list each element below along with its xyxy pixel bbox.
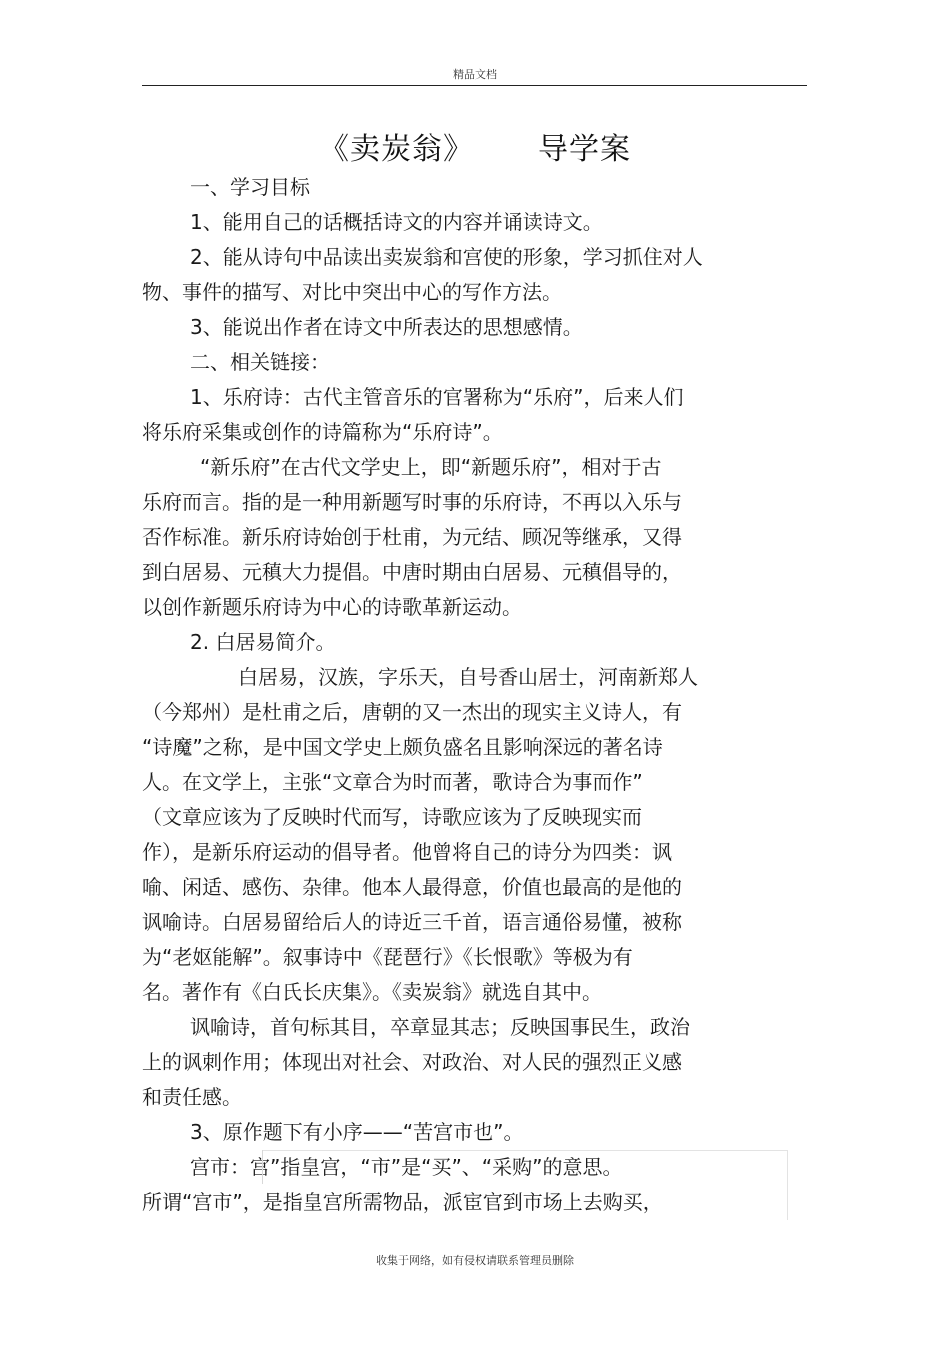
text-line: 2、能从诗句中品读出卖炭翁和宫使的形象，学习抓住对人 [190,245,703,269]
text-box-border-left [262,1150,263,1184]
text-line: 乐府而言。指的是一种用新题写时事的乐府诗，不再以入乐与 [142,490,682,514]
text-line: 以创作新题乐府诗为中心的诗歌革新运动。 [142,595,522,619]
text-line: （今郑州）是杜甫之后，唐朝的又一杰出的现实主义诗人，有 [142,700,682,724]
text-line: 名。著作有《白氏长庆集》。《卖炭翁》就选自其中。 [142,980,602,1004]
text-line: 1、能用自己的话概括诗文的内容并诵读诗文。 [190,210,603,234]
document-title [0,124,950,168]
text-line: 白居易，汉族，字乐天，自号香山居士，河南新郑人 [238,665,698,689]
text-line: 否作标准。新乐府诗始创于杜甫，为元结、顾况等继承，又得 [142,525,682,549]
text-line: 上的讽刺作用；体现出对社会、对政治、对人民的强烈正义感 [142,1050,682,1074]
text-line: 3、能说出作者在诗文中所表达的思想感情。 [190,315,583,339]
text-box-border-top [262,1150,787,1151]
text-line: 讽喻诗。白居易留给后人的诗近三千首，语言通俗易懂，被称 [142,910,682,934]
text-line: 到白居易、元稹大力提倡。中唐时期由白居易、元稹倡导的， [142,560,682,584]
text-line: （文章应该为了反映时代而写，诗歌应该为了反映现实而 [142,805,642,829]
text-line: 作），是新乐府运动的倡导者。他曾将自己的诗分为四类：讽 [142,840,672,864]
text-line: 为“老妪能解”。叙事诗中《琵琶行》《长恨歌》等极为有 [142,945,633,969]
text-line: “诗魔”之称，是中国文学史上颇负盛名且影响深远的著名诗 [142,735,663,759]
text-line: 1、乐府诗：古代主管音乐的官署称为“乐府”，后来人们 [190,385,684,409]
text-line: 喻、闲适、感伤、杂律。他本人最得意，价值也最高的是他的 [142,875,682,899]
text-line: “新乐府”在古代文学史上，即“新题乐府”，相对于古 [200,455,662,479]
text-line: 2. 白居易简介。 [190,630,336,654]
text-line: 所谓“宫市”，是指皇宫所需物品，派宦官到市场上去购买， [142,1190,663,1214]
page-footer: 收集于网络，如有侵权请联系管理员删除 [376,1254,574,1267]
text-line: 和责任感。 [142,1085,242,1109]
text-line: 二、相关链接： [190,350,330,374]
text-line: 3、原作题下有小序——“苦宫市也”。 [190,1120,524,1144]
header-divider [142,85,807,86]
page-header: 精品文档 [453,68,497,81]
document-body [142,170,782,1220]
text-line: 物、事件的描写、对比中突出中心的写作方法。 [142,280,562,304]
title-main: 《卖炭翁》 [319,132,474,167]
text-line: 宫市：宫”指皇宫，“市”是“买”、“采购”的意思。 [190,1155,623,1179]
text-line: 人。在文学上，主张“文章合为时而著，歌诗合为事而作” [142,770,643,794]
text-line: 一、学习目标 [190,175,310,199]
text-box-border-right [787,1150,788,1220]
title-sub: 导学案 [538,132,631,167]
text-line: 将乐府采集或创作的诗篇称为“乐府诗”。 [142,420,503,444]
text-line: 讽喻诗，首句标其目，卒章显其志；反映国事民生，政治 [190,1015,690,1039]
